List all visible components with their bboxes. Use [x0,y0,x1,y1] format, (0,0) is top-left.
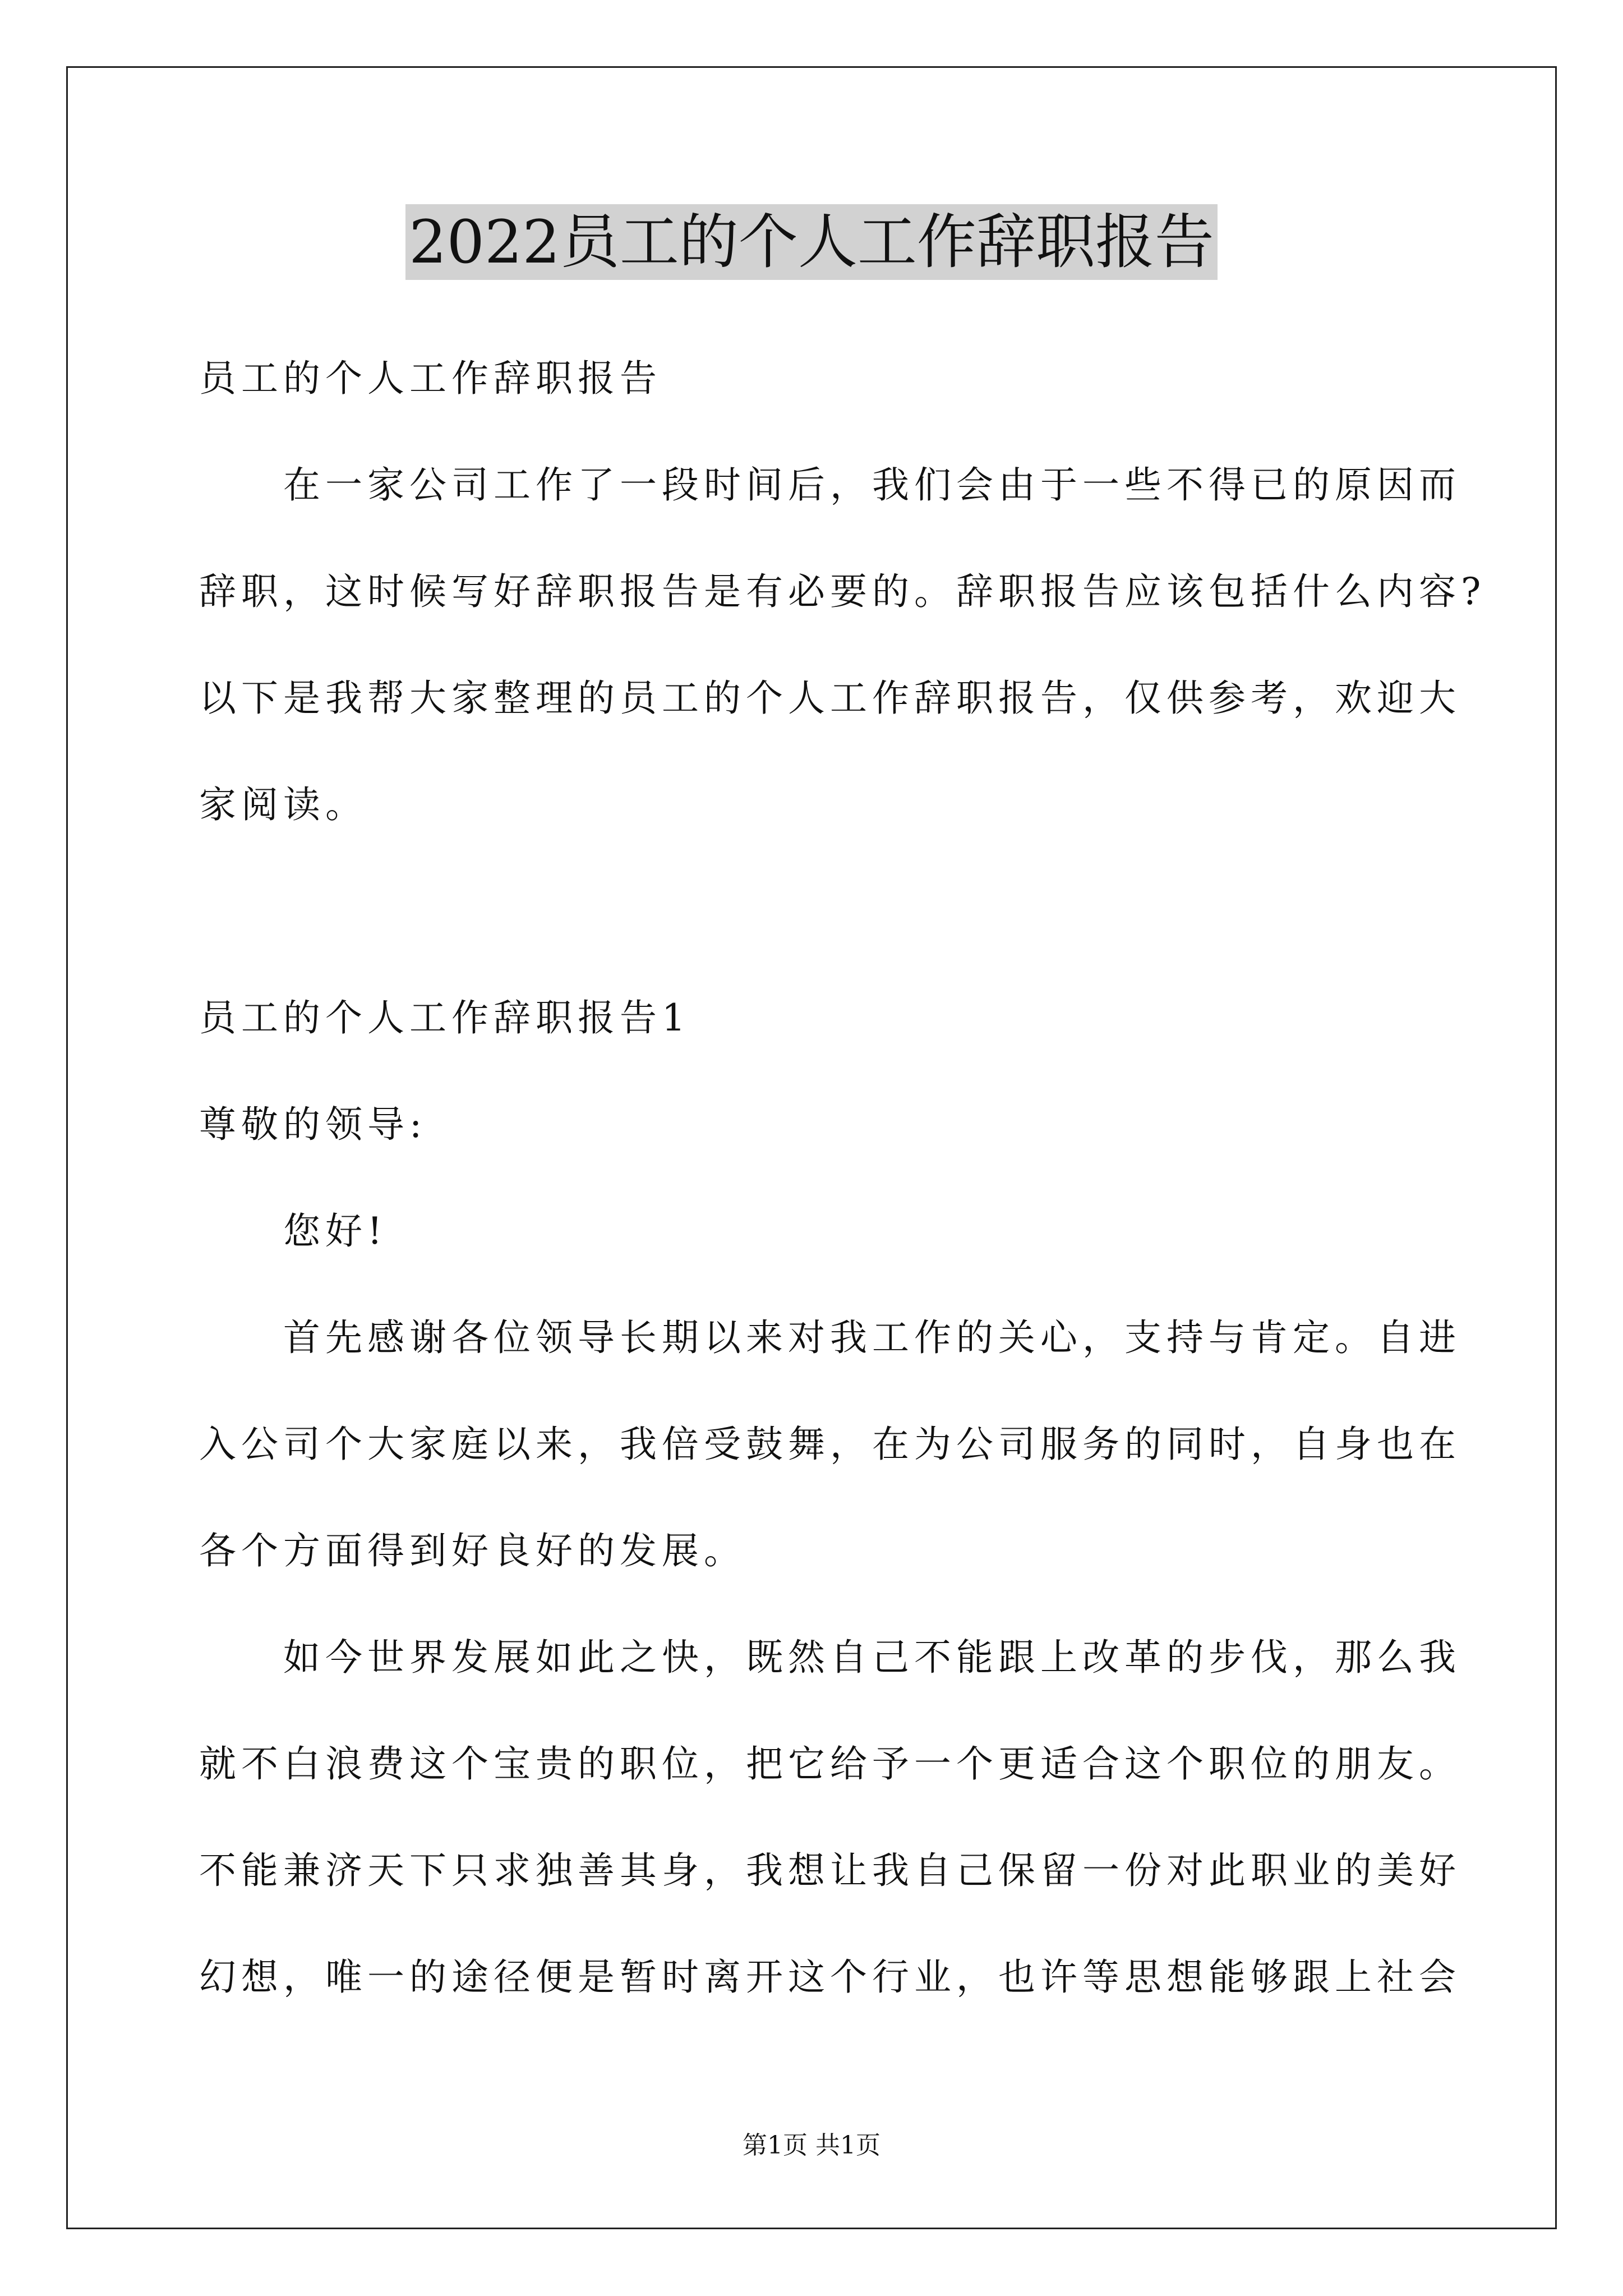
page-footer: 第1页 共1页 [743,2131,880,2160]
salutation: 尊敬的领导: [199,1103,427,1146]
document-subtitle: 员工的个人工作辞职报告 [199,357,662,400]
paragraph-line: 幻想，唯一的途径便是暂时离开这个行业，也许等思想能够跟上社会 [199,1955,1461,1999]
intro-line: 以下是我帮大家整理的员工的个人工作辞职报告，仅供参考，欢迎大 [199,677,1461,720]
paragraph-line: 入公司个大家庭以来，我倍受鼓舞，在为公司服务的同时，自身也在 [199,1423,1461,1466]
document-title [0,203,1623,282]
paragraph-line: 就不白浪费这个宝贵的职位，把它给予一个更适合这个职位的朋友。 [199,1742,1461,1786]
section-heading: 员工的个人工作辞职报告1 [199,996,690,1039]
intro-line: 在一家公司工作了一段时间后，我们会由于一些不得已的原因而 [283,463,1461,507]
greeting: 您好! [283,1209,388,1253]
paragraph-line: 各个方面得到好良好的发展。 [199,1529,746,1572]
paragraph-line: 如今世界发展如此之快，既然自己不能跟上改革的步伐，那么我 [283,1636,1461,1679]
intro-line: 家阅读。 [199,783,367,826]
paragraph-line: 不能兼济天下只求独善其身，我想让我自己保留一份对此职业的美好 [199,1849,1461,1892]
document-title-text: 2022员工的个人工作辞职报告 [405,204,1218,280]
intro-line: 辞职，这时候写好辞职报告是有必要的。辞职报告应该包括什么内容? [199,570,1486,613]
paragraph-line: 首先感谢各位领导长期以来对我工作的关心，支持与肯定。自进 [283,1316,1461,1359]
